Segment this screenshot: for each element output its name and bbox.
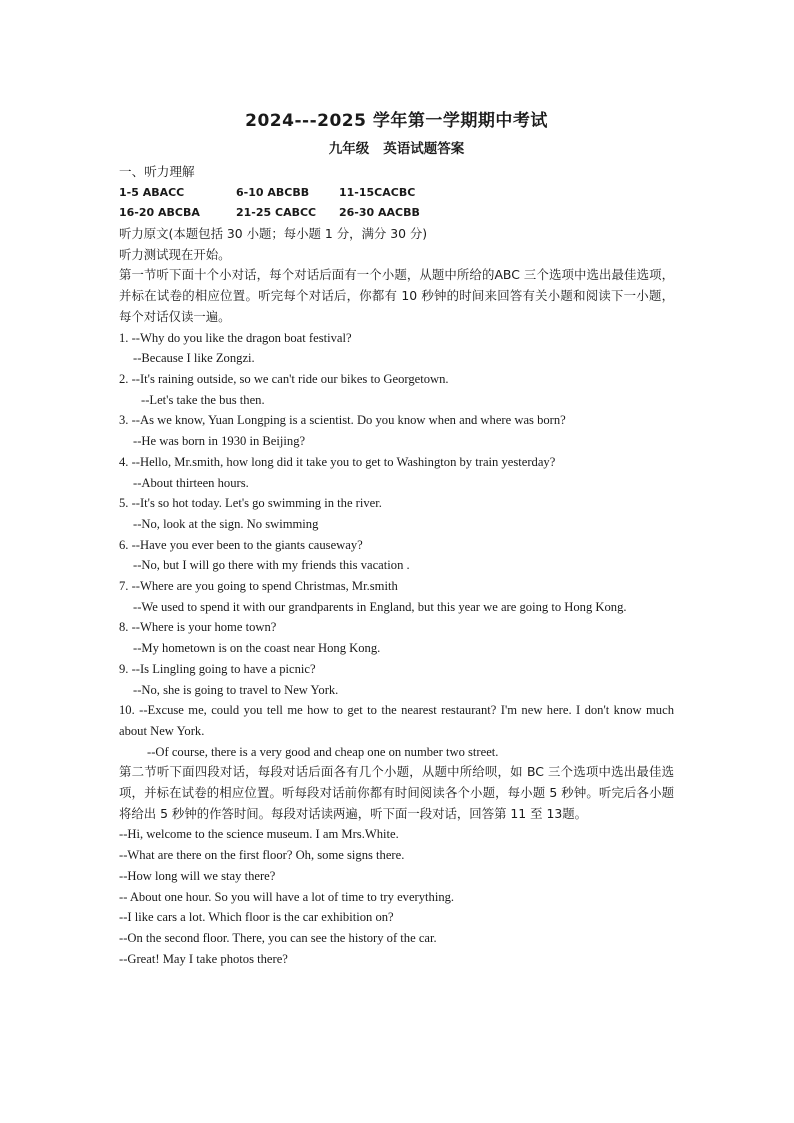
dialogue-question: 2. --It's raining outside, so we can't ride our bikes to Georgetown. (119, 372, 449, 386)
dialogue-answer: --Let's take the bus then. (141, 392, 265, 407)
dialogue-answer: --He was born in 1930 in Beijing? (133, 434, 306, 449)
dialogue-answer: --Because I like Zongzi. (133, 351, 255, 366)
section-heading: 一、听力理解 (119, 164, 195, 179)
start-line: 听力测试现在开始。 (119, 246, 231, 262)
answer-group: 1-5 ABACC (119, 185, 185, 199)
answer-group: 6-10 ABCBB (236, 185, 310, 199)
dialogue-answer: --No, she is going to travel to New York. (133, 682, 339, 697)
part2-instructions: 第二节听下面四段对话，每段对话后面各有几个小题，从题中所给呗，如 BC 三个选项中选出最佳选项，并标在试卷的相应位置。听每段对话前你都有时间阅读各个小题，每小题 5 秒钟。听完后各小题将给出 5 秒钟的作答时间。每段对话读两遍，听下面一段对话，回答第 11 至 13题。 (119, 764, 674, 821)
dialogue-question: 6. --Have you ever been to the giants causeway? (119, 537, 363, 552)
conversation-line: --Hi, welcome to the science museum. I am Mrs.White. (119, 827, 399, 842)
answer-row-1 (119, 183, 674, 204)
answer-document (119, 100, 674, 969)
conversation-line: --How long will we stay there? (119, 868, 276, 883)
dialogue-question: 8. --Where is your home town? (119, 620, 277, 635)
dialogue-question: 3. --As we know, Yuan Longping is a scientist. Do you know when and where was born? (119, 413, 566, 428)
document-subtitle (119, 136, 674, 162)
part1-instructions: 第一节听下面十个小对话，每个对话后面有一个小题，从题中所给的ABC 三个选项中选出最佳选项，并标在试卷的相应位置。听完每个对话后，你都有 10 秒钟的时间来回答有关小题和阅读下一小题，每个对话仅读一遍。 (119, 267, 674, 324)
dialogue-answer: --No, but I will go there with my friends this vacation . (133, 558, 410, 573)
grade-label: 九年级 (328, 141, 370, 157)
conversation-line: --Great! May I take photos there? (119, 951, 288, 966)
answer-group: 21-25 CABCC (236, 206, 317, 220)
answer-row-2 (119, 203, 674, 224)
dialogue-answer: --About thirteen hours. (133, 475, 249, 490)
dialogue-question: 10. --Excuse me, could you tell me how to get to the nearest restaurant? I'm new here. I don't know much about New York. (119, 703, 674, 738)
dialogue-answer: --We used to spend it with our grandparents in England, but this year we are going to Hong Kong. (133, 599, 627, 614)
dialogue-answer: --Of course, there is a very good and cheap one on number two street. (147, 744, 499, 759)
subject-label: 英语试题答案 (383, 141, 465, 157)
answer-group: 11-15CACBC (339, 185, 416, 199)
conversation-line: -- About one hour. So you will have a lot of time to try everything. (119, 889, 455, 904)
transcript-label: 听力原文(本题包括 30 小题；每小题 1 分，满分 30 分) (119, 226, 428, 242)
conversation-line: --What are there on the first floor? Oh, some signs there. (119, 848, 405, 863)
dialogue-question: 1. --Why do you like the dragon boat festival? (119, 330, 352, 345)
answer-group: 16-20 ABCBA (119, 206, 200, 220)
conversation-line: --I like cars a lot. Which floor is the car exhibition on? (119, 910, 394, 925)
dialogue-answer: --My hometown is on the coast near Hong Kong. (133, 641, 381, 656)
dialogue-question: 9. --Is Lingling going to have a picnic? (119, 661, 316, 676)
dialogue-answer: --No, look at the sign. No swimming (133, 516, 319, 531)
conversation-line: --On the second floor. There, you can see the history of the car. (119, 930, 437, 945)
answer-group: 26-30 AACBB (339, 206, 420, 220)
dialogue-question: 4. --Hello, Mr.smith, how long did it take you to get to Washington by train yesterday? (119, 454, 556, 469)
dialogue-question: 7. --Where are you going to spend Christmas, Mr.smith (119, 579, 398, 594)
document-title: 2024---2025 学年第一学期期中考试 (245, 111, 548, 131)
dialogue-question: 5. --It's so hot today. Let's go swimming in the river. (119, 496, 382, 511)
